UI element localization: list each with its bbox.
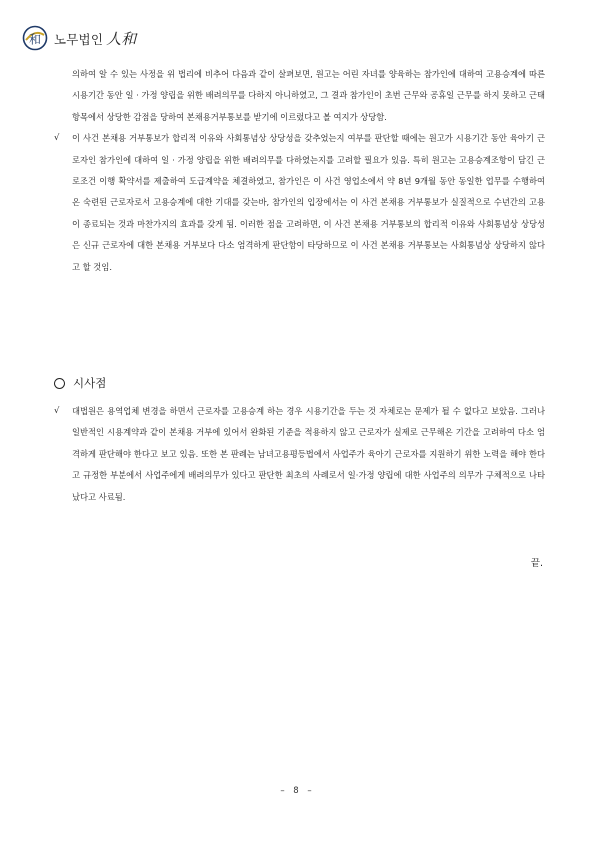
check-mark-icon: √ [54,133,60,144]
section-heading [54,373,545,393]
header [22,24,137,52]
page-number: – 8 – [280,786,315,796]
firm-name-korean: 노무법인 [54,31,104,47]
firm-name [54,28,137,49]
section-body [50,401,545,508]
implications-section [50,373,545,508]
main-content [50,64,545,278]
check-mark-icon: √ [54,406,60,416]
paragraph-judgment [50,128,545,278]
paragraph-continued [50,64,545,128]
paragraph-text: 대법원은 용역업체 변경을 하면서 근로자를 고용승계 하는 경우 시용기간을 두는 것 자체로는 문제가 될 수 없다고 보았음. 그러나 일반적인 시용계약과 같이 본채용 거부에 있어서 완화된 기준을 적용하지 않고 근로자가 실제로 근무해온 기간을 고려하여 다소 엄격하게 판단해야 한다고 보고 있음. 또한 본 판례는 남녀고용평등법에서 사업주가 육아기 근로자를 지원하기 위한 노력을 해야 한다고 규정한 부분에서 사업주에게 배려의무가 있다고 판단한 최초의 사례로서 일·가정 양립에 대한 사업주의 의무가 구체적으로 나타났다고 사료됨. [72,406,545,502]
paragraph-text: 이 사건 본채용 거부통보가 합리적 이유와 사회통념상 상당성을 갖추었는지 여부를 판단할 때에는 원고가 시용기간 동안 육아기 근로자인 참가인에 대하여 일 · 가정 양립을 위한 배려의무를 다하였는지를 고려할 필요가 있음. 특히 원고는 고용승계조항이 담긴 근로조건 이행 확약서를 제출하여 도급계약을 체결하였고, 참가인은 이 사건 영업소에서 약 8년 9개월 동안 동일한 업무를 수행하여 온 숙련된 근로자로서 고용승계에 대한 기대를 갖는바, 참가인의 입장에서는 이 사건 본채용 거부통보가 실질적으로 수년간의 고용이 종료되는 것과 마찬가지의 효과를 갖게 됨. 이러한 점을 고려하면, 이 사건 본채용 거부통보의 합리적 이유와 사회통념상 상당성은 신규 근로자에 대한 본채용 거부보다 다소 엄격하게 판단함이 타당하므로 이 사건 본채용 거부통보는 사회통념상 상당하지 않다고 할 것임. [72,133,545,272]
logo-char: 和 [28,32,42,47]
paragraph-text: 의하여 알 수 있는 사정을 위 법리에 비추어 다음과 같이 살펴보면, 원고는 어린 자녀를 양육하는 참가인에 대하여 고용승계에 따른 시용기간 동안 일 · 가정 양립을 위한 배려의무를 다하지 아니하였고, 그 결과 참가인이 초번 근무와 공휴일 근무를 하지 못하고 근태 항목에서 상당한 감점을 당하여 본채용거부통보를 받기에 이르렀다고 볼 여지가 상당함. [72,69,545,122]
firm-logo-icon [22,25,48,51]
end-mark: 끝. [530,558,543,569]
paragraph-implications [50,401,545,508]
firm-name-hanja: 人和 [106,29,137,48]
section-title: 시사점 [73,376,107,390]
circle-bullet-icon [54,378,65,389]
